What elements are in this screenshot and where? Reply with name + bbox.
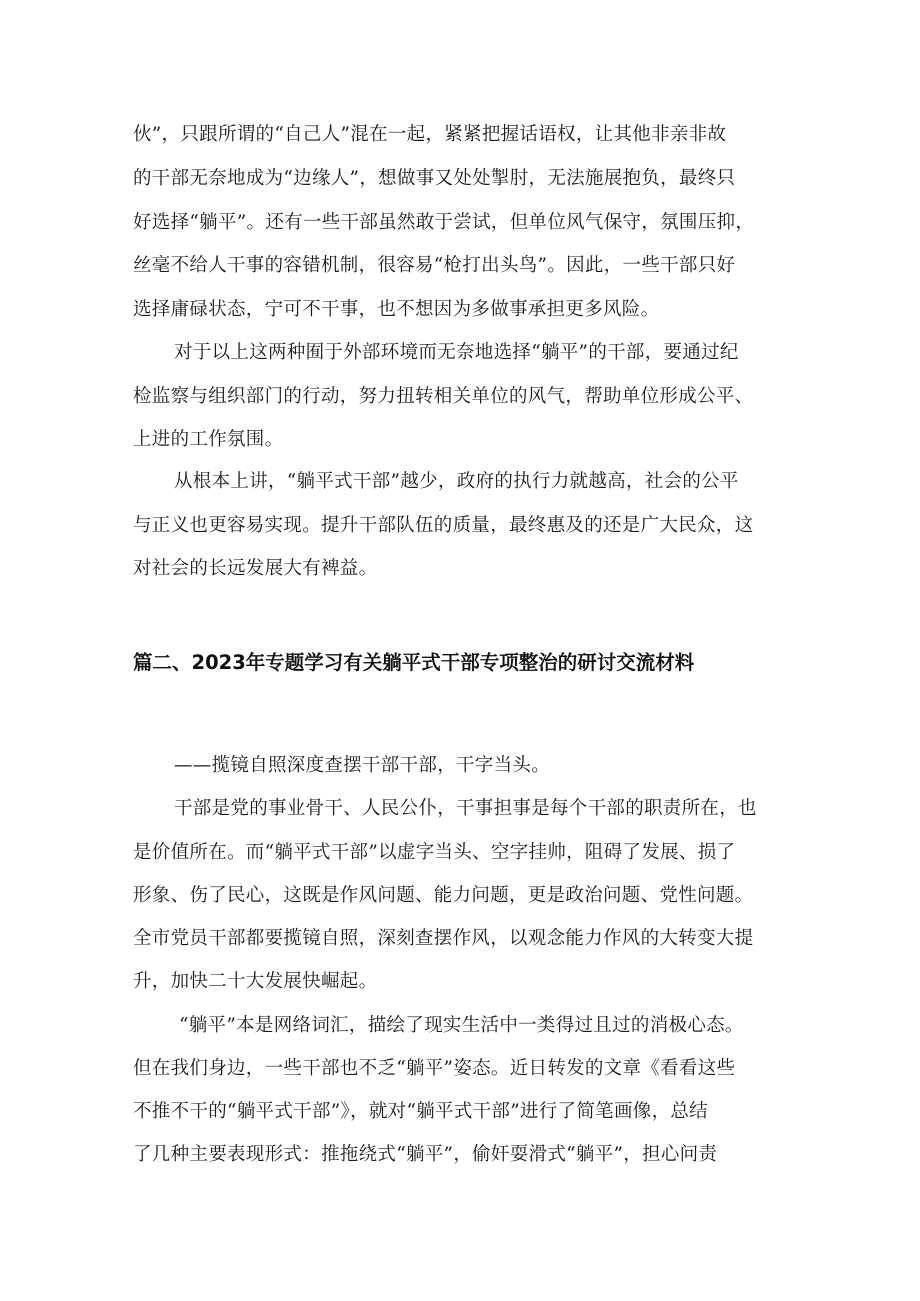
text-line: 升，加快二十大发展快崛起。 bbox=[133, 971, 378, 992]
text-line: 对于以上这两种囿于外部环境而无奈地选择“躺平”的干部，要通过纪 bbox=[174, 342, 739, 363]
text-line: 选择庸碌状态，宁可不干事，也不想因为多做事承担更多风险。 bbox=[133, 299, 660, 320]
text-line: 丝毫不给人干事的容错机制，很容易“枪打出头鸟”。因此，一些干部只好 bbox=[133, 255, 736, 276]
text-line: 干部是党的事业骨干、人民公仆，干事担事是每个干部的职责所在，也 bbox=[174, 798, 757, 819]
text-line: 但在我们身边，一些干部也不乏“躺平”姿态。近日转发的文章《看看这些 bbox=[133, 1058, 736, 1079]
text-line: 好选择“躺平”。还有一些干部虽然敢于尝试，但单位风气保守，氛围压抑， bbox=[133, 212, 755, 233]
text-line: 检监察与组织部门的行动，努力扭转相关单位的风气，帮助单位形成公平、 bbox=[133, 386, 754, 407]
text-line: 是价值所在。而“躺平式干部”以虚字当头、空字挂帅，阻碍了发展、损了 bbox=[133, 842, 736, 863]
text-line: 与正义也更容易实现。提升干部队伍的质量，最终惠及的还是广大民众，这 bbox=[133, 515, 754, 536]
text-line: “躺平”本是网络词汇，描绘了现实生活中一类得过且过的消极心态。 bbox=[179, 1015, 744, 1036]
text-line: 不推不干的“躺平式干部”》，就对“躺平式干部”进行了简笔画像，总结 bbox=[133, 1101, 708, 1122]
text-line: 伙”，只跟所谓的“自己人”混在一起，紧紧把握话语权，让其他非亲非故 bbox=[133, 124, 727, 145]
text-line: 的干部无奈地成为“边缘人”，想做事又处处掣肘，无法施展抱负，最终只 bbox=[133, 168, 736, 189]
text-line: 了几种主要表现形式：推拖绕式“躺平”，偷奸耍滑式“躺平”，担心问责 bbox=[133, 1144, 718, 1165]
text-line: 形象、伤了民心，这既是作风问题、能力问题，更是政治问题、党性问题。 bbox=[133, 885, 754, 906]
text-line: 从根本上讲，“躺平式干部”越少，政府的执行力就越高，社会的公平 bbox=[174, 471, 739, 492]
text-line: 全市党员干部都要揽镜自照，深刻查摆作风，以观念能力作风的大转变大提 bbox=[133, 928, 754, 949]
section-heading: 篇二、2023年专题学习有关躺平式干部专项整治的研讨交流材料 bbox=[133, 651, 695, 674]
text-line: 上进的工作氛围。 bbox=[133, 429, 284, 450]
section-subtitle: ——揽镜自照深度查摆干部干部，干字当头。 bbox=[174, 755, 551, 776]
text-line: 对社会的长远发展大有裨益。 bbox=[133, 558, 378, 579]
